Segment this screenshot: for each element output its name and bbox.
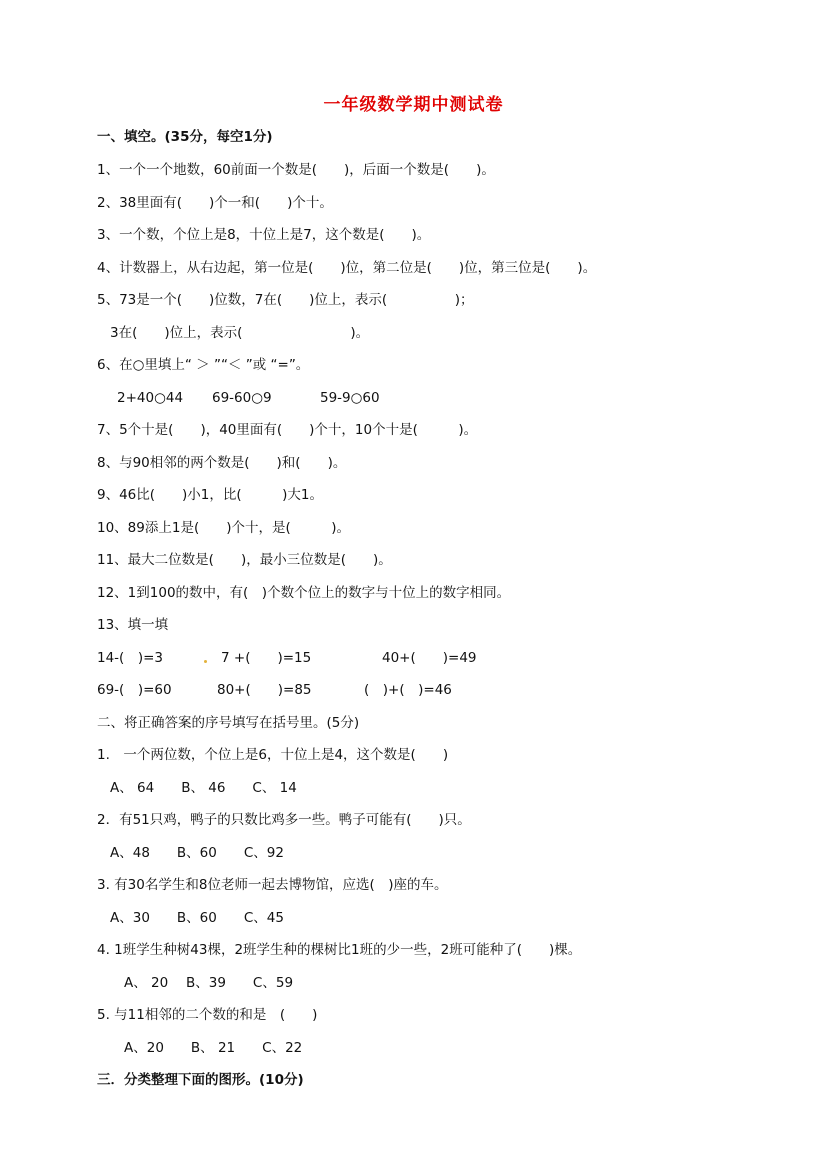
question-1-13-item-b: 7 +( )=15 bbox=[221, 650, 312, 666]
question-1-6-item-a: 2+40○44 bbox=[117, 390, 184, 406]
question-1-13-item-d: 69-( )=60 bbox=[97, 682, 172, 698]
question-1-5a: 5、73是一个( )位数，7在( )位上，表示( )； bbox=[97, 292, 474, 308]
question-1-2: 2、38里面有( )个一和( )个十。 bbox=[97, 195, 333, 211]
question-1-13-item-f: ( )+( )=46 bbox=[364, 682, 452, 698]
question-2-4-options: A、 20 B、39 C、59 bbox=[124, 975, 294, 991]
question-2-1: 1. 一个两位数，个位上是6，十位上是4，这个数是( ) bbox=[97, 747, 449, 763]
question-1-3: 3、一个数，个位上是8，十位上是7，这个数是( )。 bbox=[97, 227, 431, 243]
section2-heading: 二、将正确答案的序号填写在括号里。(5分) bbox=[97, 715, 360, 731]
question-1-5b: 3在( )位上，表示( )。 bbox=[110, 325, 370, 341]
question-2-5: 5. 与11相邻的二个数的和是 ( ) bbox=[97, 1007, 318, 1023]
question-1-11: 11、最大二位数是( )，最小三位数是( )。 bbox=[97, 552, 392, 568]
stray-mark bbox=[204, 660, 207, 663]
question-2-3: 3. 有30名学生和8位老师一起去博物馆，应选( )座的车。 bbox=[97, 877, 448, 893]
question-1-13-item-a: 14-( )=3 bbox=[97, 650, 163, 666]
question-2-2: 2．有51只鸡，鸭子的只数比鸡多一些。鸭子可能有( )只。 bbox=[97, 812, 471, 828]
question-1-7: 7、5个十是( )，40里面有( )个十，10个十是( )。 bbox=[97, 422, 478, 438]
question-1-6-item-b: 69-60○9 bbox=[212, 390, 272, 406]
question-1-12: 12、1到100的数中，有( )个数个位上的数字与十位上的数字相同。 bbox=[97, 585, 511, 601]
question-2-3-options: A、30 B、60 C、45 bbox=[110, 910, 284, 926]
question-1-6: 6、在○里填上“ ＞ ”“＜ ”或 “=”。 bbox=[97, 357, 310, 373]
question-2-4: 4. 1班学生种树43棵，2班学生种的棵树比1班的少一些，2班可能种了( )棵。 bbox=[97, 942, 582, 958]
question-2-2-options: A、48 B、60 C、92 bbox=[110, 845, 284, 861]
question-1-9: 9、46比( )小1，比( )大1。 bbox=[97, 487, 324, 503]
question-1-13: 13、填一填 bbox=[97, 617, 169, 633]
question-1-6-item-c: 59-9○60 bbox=[320, 390, 380, 406]
question-1-4: 4、计数器上，从右边起，第一位是( )位，第二位是( )位，第三位是( )。 bbox=[97, 260, 597, 276]
question-2-5-options: A、20 B、 21 C、22 bbox=[124, 1040, 303, 1056]
question-1-1: 1、一个一个地数，60前面一个数是( )，后面一个数是( )。 bbox=[97, 162, 495, 178]
section1-heading: 一、填空。(35分，每空1分) bbox=[97, 129, 273, 145]
question-1-10: 10、89添上1是( )个十，是( )。 bbox=[97, 520, 351, 536]
section3-heading: 三．分类整理下面的图形。(10分) bbox=[97, 1072, 304, 1088]
question-2-1-options: A、 64 B、 46 C、 14 bbox=[110, 780, 297, 796]
question-1-13-item-c: 40+( )=49 bbox=[382, 650, 477, 666]
question-1-8: 8、与90相邻的两个数是( )和( )。 bbox=[97, 455, 347, 471]
question-1-13-item-e: 80+( )=85 bbox=[217, 682, 312, 698]
exam-title: 一年级数学期中测试卷 bbox=[323, 95, 504, 115]
